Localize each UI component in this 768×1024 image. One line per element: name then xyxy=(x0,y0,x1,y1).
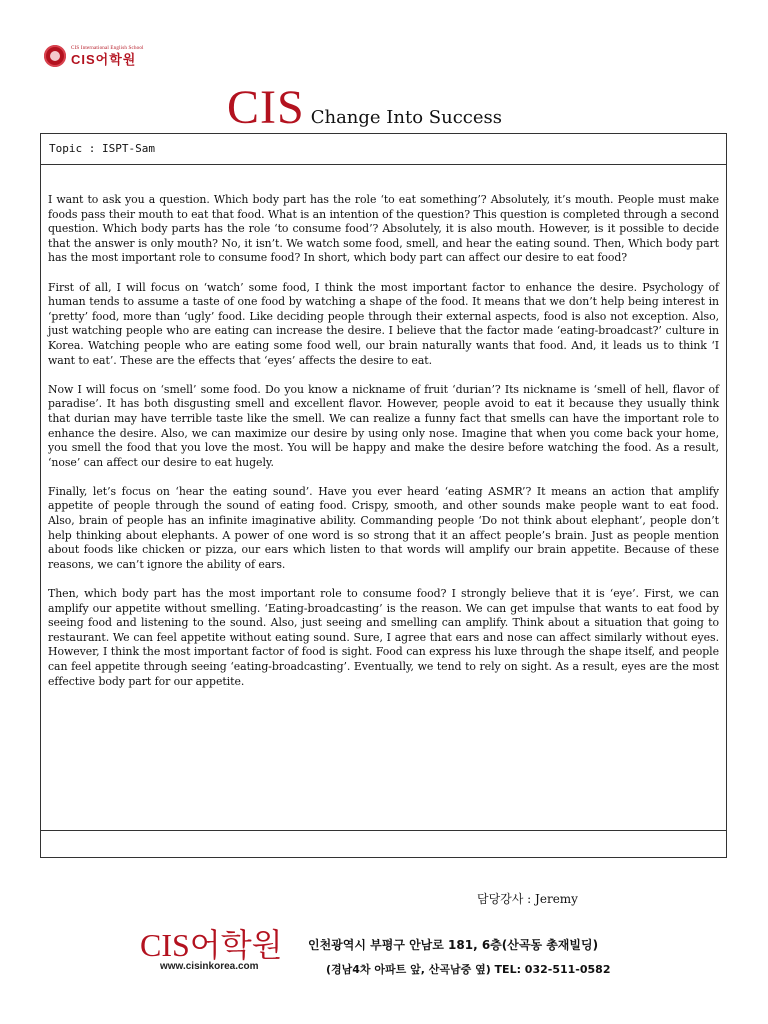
logo-name: CIS어학원 xyxy=(71,52,137,67)
page-title xyxy=(227,80,502,135)
teacher-name: 담당강사 : Jeremy xyxy=(477,892,578,906)
emblem-icon xyxy=(44,45,66,67)
title-subtitle: Change Into Success xyxy=(310,107,502,128)
essay-paragraph: I want to ask you a question. Which body part has the role ‘to eat something’? Absolutely, it’s mouth. People must make foods pass their mouth to eat that food. What is an intention of the question? This question is completed through a second question. Which body parts has the role ‘to consume food’? Absolutely, it is also mouth. However, is it possible to decide that the answer is only mouth? No, it isn’t. We watch some food, smell, and hear the eating sound. Then, Which body part has the most important role to consume food? In short, which body part can affect our desire to eat food? xyxy=(48,193,719,265)
essay-body xyxy=(48,193,719,704)
essay-paragraph: First of all, I will focus on ‘watch’ some food, I think the most important factor to enhance the desire. Psychology of human tends to assume a taste of one food by watching a shape of the food. It means that we don’t help being interest in ‘pretty’ food, more than ‘ugly’ food. Like deciding people through their external aspects, food is also not exception. Also, just watching people who are eating can increase the desire. I believe that the factor made ‘eating-broadcast?’ culture in Korea. Watching people who are eating some food well, our brain naturally wants that food. And, it leads us to think ‘I want to eat’. These are the effects that ‘eyes’ affects the desire to eat. xyxy=(48,280,719,367)
title-cis: CIS xyxy=(227,81,305,134)
essay-paragraph: Finally, let’s focus on ‘hear the eating sound’. Have you ever heard ‘eating ASMR’? It means an action that amplify appetite of people through the sound of eating food. Crispy, smooth, and other sounds make people want to eat food. Also, brain of people has an infinite imaginative ability. Commanding people ‘Do not think about elephant’, people don’t help thinking about elephants. A power of one word is so strong that it an affect people’s brain. Just as people mention about foods like chicken or pizza, our ears which listen to that words will amplify our brain appetite. Because of these reasons, we can’t ignore the ability of ears. xyxy=(48,484,719,571)
essay-paragraph: Then, which body part has the most important role to consume food? I strongly believe that it is ‘eye’. First, we can amplify our appetite without smelling. ‘Eating-broadcasting’ is the reason. We can get impulse that wants to eat food by seeing food and listening to the sound. Also, just seeing and smelling can amplify. Think about a situation that going to restaurant. We can feel appetite without eating sound. Sure, I agree that ears and nose can affect similarly without eyes. However, I think the most important factor of food is sight. Food can express his luxe through the shape itself, and people can feel appetite through seeing ‘eating-broadcasting’. Eventually, we tend to rely on sight. As a result, eyes are the most effective body part for our appetite. xyxy=(48,587,719,688)
brand-logo: CIS어학원 xyxy=(140,927,283,963)
logo-text xyxy=(71,46,144,66)
essay-box xyxy=(40,164,727,831)
topic-box xyxy=(40,133,727,165)
logo-small-text: CIS International English School xyxy=(71,46,144,51)
address-line-1: 인천광역시 부평구 안남로 181, 6층(산곡동 총재빌딩) xyxy=(308,938,599,952)
topic-text: Topic : ISPT-Sam xyxy=(49,142,155,155)
school-logo xyxy=(44,42,144,70)
footer-box xyxy=(40,830,727,858)
essay-paragraph: Now I will focus on ‘smell’ some food. Do you know a nickname of fruit ‘durian’? Its nickname is ‘smell of hell, flavor of paradise’. It has both disgusting smell and excellent flavor. However, people avoid to eat it because they usually think that durian may have terrible taste like the smell. We can realize a funny fact that smells can have the important role to enhance the desire. Also, we can maximize our desire by using only nose. Imagine that when you come back your home, you smell the food that you love the most. You will be happy and make the desire before watching the food. As a result, ‘nose’ can affect our desire to eat hugely. xyxy=(48,382,719,469)
website-link[interactable]: www.cisinkorea.com xyxy=(160,961,259,972)
address-line-2: (경남4차 아파트 앞, 산곡남중 옆) TEL: 032-511-0582 xyxy=(326,963,611,976)
